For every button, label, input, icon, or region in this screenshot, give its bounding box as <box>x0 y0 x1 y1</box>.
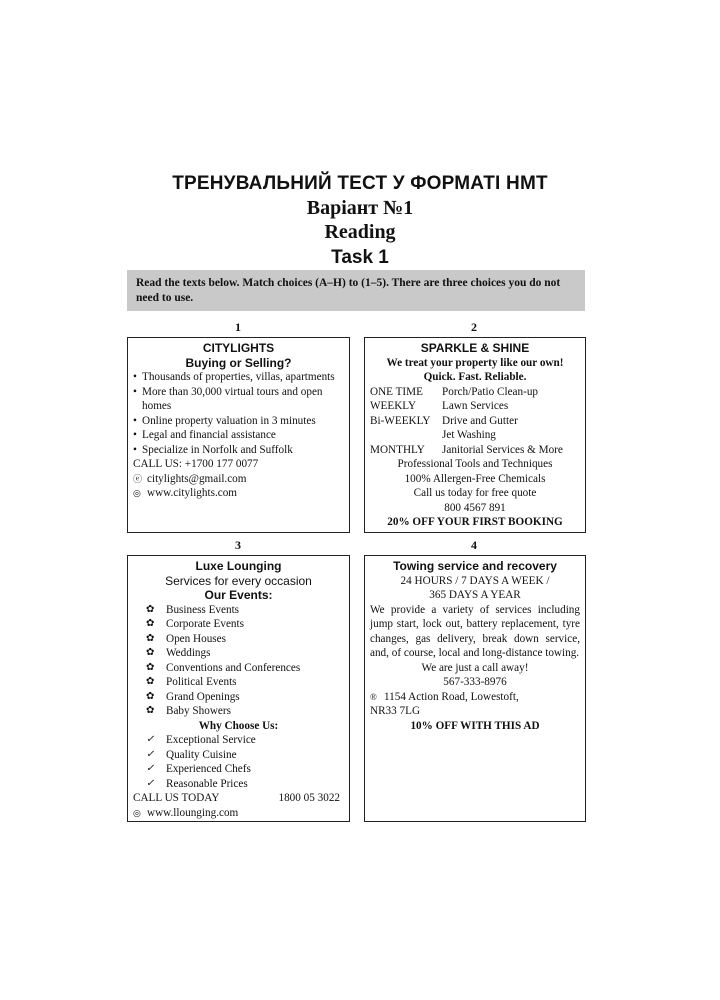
web-icon: ◎ <box>133 807 141 818</box>
list-item: ✓ Reasonable Prices <box>146 777 248 790</box>
ad-offer: 10% OFF WITH THIS AD <box>410 719 540 732</box>
phone-line: 800 4567 891 <box>444 501 506 514</box>
ad-luxe-lounging <box>127 555 350 822</box>
list-item: ✿ Grand Openings <box>146 690 240 703</box>
website-line: ◎ www.llounging.com <box>133 806 239 819</box>
schedule-row: WEEKLY Lawn Services <box>370 400 509 412</box>
list-item: ✿ Conventions and Conferences <box>146 661 301 674</box>
flower-icon: ✿ <box>146 618 155 629</box>
events-heading: Our Events: <box>204 588 273 602</box>
list-item: ✓ Exceptional Service <box>146 734 256 746</box>
email-line: ⓔ citylights@gmail.com <box>133 472 247 485</box>
ad-towing <box>364 555 586 822</box>
ad-citylights <box>127 337 350 533</box>
list-item: ✿ Business Events <box>146 603 240 616</box>
schedule-row: Jet Washing <box>442 429 496 441</box>
ad-subtitle: Buying or Selling? <box>185 355 292 370</box>
ad-number-2: 2 <box>471 320 477 334</box>
list-item: • Specialize in Norfolk and Suffolk <box>133 443 293 456</box>
list-item: • Online property valuation in 3 minutes <box>133 414 316 427</box>
list-item: • Thousands of properties, villas, apartments <box>133 371 335 383</box>
list-item: ✿ Political Events <box>146 676 237 688</box>
check-icon: ✓ <box>146 763 155 774</box>
ad-title: Towing service and recovery <box>393 559 557 573</box>
phone-line: CALL US: +1700 177 0077 <box>133 458 259 470</box>
variant-heading: Варіант №1 <box>306 197 414 219</box>
ad-title: CITYLIGHTS <box>202 341 275 355</box>
schedule-row: Bi-WEEKLY Drive and Gutter <box>370 414 518 427</box>
website-line: ◎ www.citylights.com <box>133 487 238 499</box>
ad-number-3: 3 <box>235 538 241 552</box>
address-line-2: NR33 7LG <box>370 705 421 717</box>
instruction-box: Read the texts below. Match choices (A–H) to (1–5). There are three choices you do not need to use. <box>127 270 585 311</box>
email-icon: ⓔ <box>133 473 143 484</box>
ad-hours-2: 365 DAYS A YEAR <box>429 589 521 601</box>
ad-number-4: 4 <box>471 538 477 552</box>
location-icon: ® <box>370 691 377 702</box>
ad-subtitle: Services for every occasion <box>165 573 312 588</box>
ad-title: SPARKLE & SHINE <box>420 341 530 355</box>
phone-line: 567-333-8976 <box>443 676 507 688</box>
flower-icon: ✿ <box>146 676 155 687</box>
flower-icon: ✿ <box>146 690 155 702</box>
ad-callout: We are just a call away! <box>421 661 529 674</box>
why-heading: Why Choose Us: <box>198 719 279 732</box>
ad-tagline-2: Quick. Fast. Reliable. <box>423 371 527 383</box>
ad-hours: 24 HOURS / 7 DAYS A WEEK / <box>400 574 550 587</box>
section-heading: Reading <box>324 221 396 243</box>
address-line: ® 1154 Action Road, Lowestoft, <box>370 690 519 703</box>
ad-number-1: 1 <box>235 320 241 334</box>
ad-line: 100% Allergen-Free Chemicals <box>404 472 546 485</box>
flower-icon: ✿ <box>146 647 155 658</box>
check-icon: ✓ <box>146 748 155 760</box>
flower-icon: ✿ <box>146 632 155 644</box>
test-title: ТРЕНУВАЛЬНИЙ ТЕСТ У ФОРМАТІ НМТ <box>172 173 548 194</box>
check-icon: ✓ <box>146 777 155 789</box>
list-item: ✿ Corporate Events <box>146 618 244 630</box>
ad-offer: 20% OFF YOUR FIRST BOOKING <box>387 516 563 528</box>
task-heading: Task 1 <box>331 247 389 268</box>
ad-tagline: We treat your property like our own! <box>386 356 564 369</box>
flower-icon: ✿ <box>146 661 155 673</box>
check-icon: ✓ <box>146 734 155 745</box>
schedule-row: ONE TIME Porch/Patio Clean-up <box>370 385 539 398</box>
ad-line: Call us today for free quote <box>413 487 537 499</box>
ad-line: Professional Tools and Techniques <box>397 458 553 470</box>
list-item: • Legal and financial assistance <box>133 429 276 441</box>
list-item: ✿ Open Houses <box>146 632 226 645</box>
ad-title: Luxe Lounging <box>195 559 282 573</box>
list-item: ✿ Baby Showers <box>146 705 231 717</box>
list-item: ✓ Quality Cuisine <box>146 748 237 761</box>
list-item: • More than 30,000 virtual tours and open homes <box>133 385 323 412</box>
phone-line: CALL US TODAY 1800 05 3022 <box>133 792 340 804</box>
flower-icon: ✿ <box>146 603 155 615</box>
list-item: ✓ Experienced Chefs <box>146 763 251 775</box>
ad-sparkle-shine <box>364 337 586 533</box>
web-icon: ◎ <box>133 488 141 498</box>
flower-icon: ✿ <box>146 705 155 716</box>
ad-description: We provide a variety of services including jump start, lock out, battery replacement, tyre changes, gas delivery, break down service, and, of course, local and long-distance towing. <box>370 603 580 659</box>
list-item: ✿ Weddings <box>146 647 211 659</box>
schedule-row: MONTHLY Janitorial Services & More <box>370 443 563 456</box>
